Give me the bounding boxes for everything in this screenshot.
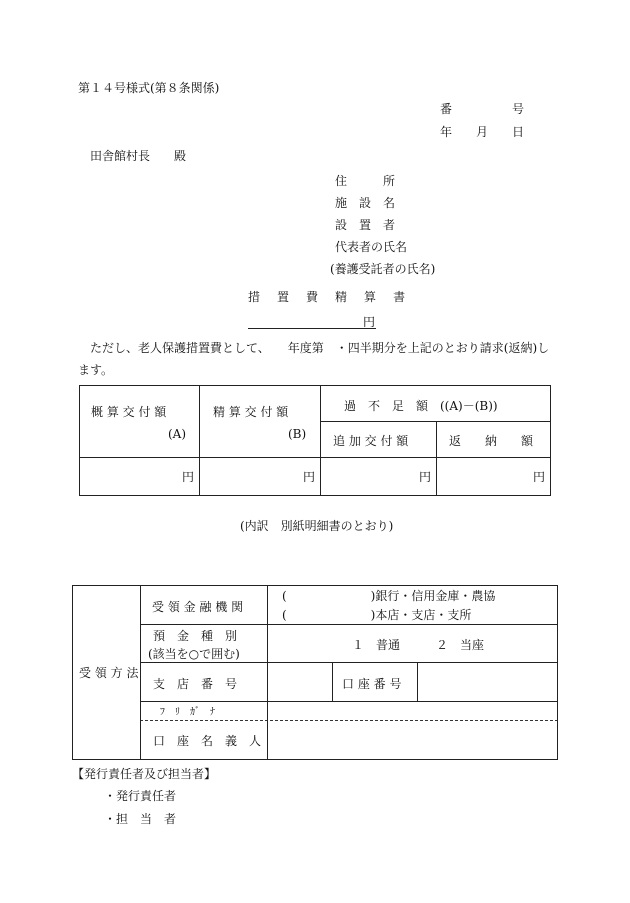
issuer-header: 【発行責任者及び担当者】 <box>72 767 217 781</box>
doc-number-ban: 番 <box>440 102 453 116</box>
applicant-facility: 施 設 名 <box>335 196 396 210</box>
applicant-consignee: (養護受託者の氏名) <box>330 262 436 276</box>
date-year: 年 <box>440 125 453 139</box>
deposit-options: １ 普通 ２ 当座 <box>352 638 485 652</box>
account-holder-label: 口 座 名 義 人 <box>153 734 262 748</box>
applicant-representative: 代表者の氏名 <box>335 240 408 254</box>
col-b-mark: (B) <box>288 427 307 441</box>
applicant-address: 住 所 <box>335 174 396 188</box>
bank-line-2: ( )本店・支店・支所 <box>282 608 472 622</box>
bank-label: 受 領 金 融 機 関 <box>152 600 244 614</box>
col-a-label: 概 算 交 付 額 <box>91 405 167 419</box>
body-line-1: ただし、老人保護措置費として、 年度第 ・四半期分を上記のとおり請求(返納)し <box>90 341 550 355</box>
col-b-yen: 円 <box>303 470 316 484</box>
form-number: 第１４号様式(第８条関係) <box>78 81 220 95</box>
amount-underline <box>248 328 376 329</box>
amount-unit: 円 <box>363 315 376 329</box>
col-b-label: 精 算 交 付 額 <box>213 405 289 419</box>
date-month: 月 <box>476 125 489 139</box>
applicant-establisher: 設 置 者 <box>335 218 396 232</box>
refund-label: 返 納 額 <box>449 434 534 448</box>
bank-line-1: ( )銀行・信用金庫・農協 <box>282 589 496 603</box>
deposit-type-note: (該当を○で囲む) <box>148 647 240 661</box>
document-title: 措 置 費 精 算 書 <box>248 290 412 304</box>
furigana-label: ﾌ ﾘ ｶﾞ ﾅ <box>160 707 215 718</box>
refund-yen: 円 <box>533 470 546 484</box>
branch-number-label: 支 店 番 号 <box>153 677 238 691</box>
body-line-2: ます。 <box>78 363 114 377</box>
col-a-yen: 円 <box>182 470 195 484</box>
breakdown-note: (内訳 別紙明細書のとおり) <box>240 519 394 533</box>
additional-grant-yen: 円 <box>419 470 432 484</box>
additional-grant-label: 追 加 交 付 額 <box>333 434 409 448</box>
issuer-responsible: ・発行責任者 <box>104 789 177 803</box>
addressee: 田舎館村長 殿 <box>90 149 187 163</box>
diff-label: 過 不 足 額 ((A)－(B)) <box>344 399 498 413</box>
deposit-type-label: 預 金 種 別 <box>153 629 238 643</box>
date-day: 日 <box>512 125 525 139</box>
account-number-label: 口 座 番 号 <box>342 677 402 691</box>
doc-number-go: 号 <box>512 102 525 116</box>
col-a-mark: (A) <box>168 427 187 441</box>
receipt-method-label: 受 領 方 法 <box>79 666 139 680</box>
issuer-person-in-charge: ・担 当 者 <box>104 812 177 826</box>
